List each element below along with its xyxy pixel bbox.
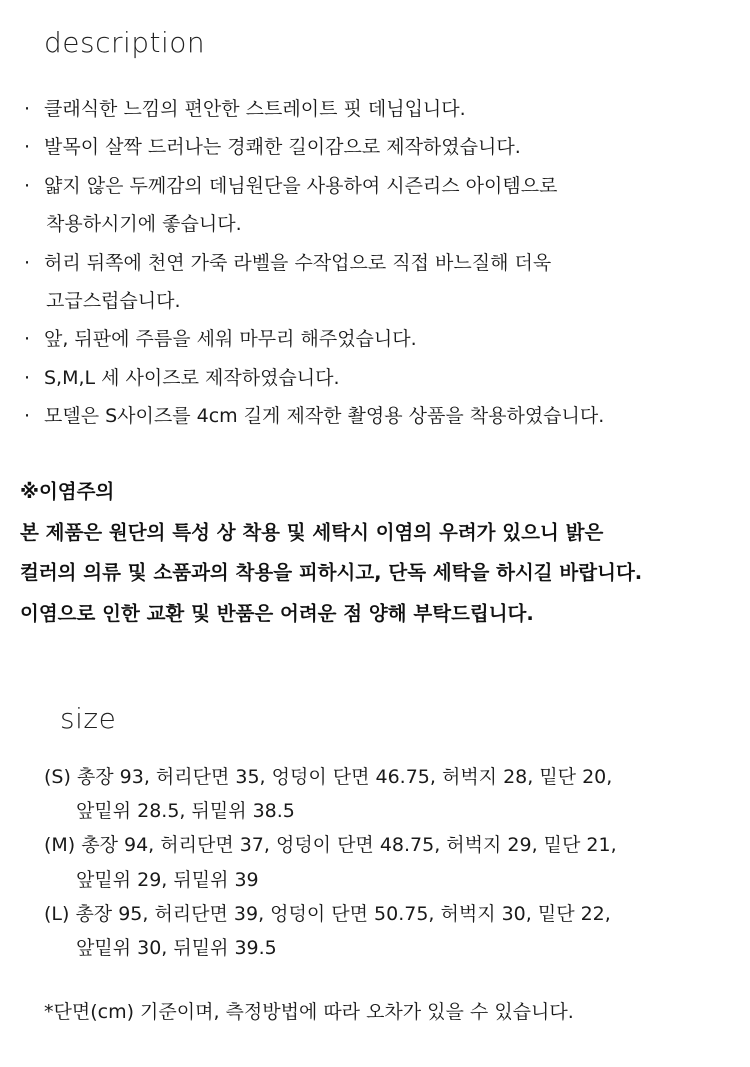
size-footnote: *단면(cm) 기준이며, 측정방법에 따라 오차가 있을 수 있습니다. xyxy=(44,1001,574,1023)
bullet-dot: · xyxy=(24,405,31,428)
size-row-m xyxy=(44,828,617,896)
description-text-continued: 착용하시기에 좋습니다. xyxy=(46,213,242,236)
notice-title: ※이염주의 xyxy=(20,480,115,503)
description-item xyxy=(24,320,744,358)
description-heading: description xyxy=(44,26,206,59)
description-text: S,M,L 세 사이즈로 제작하였습니다. xyxy=(44,366,340,389)
description-item xyxy=(24,359,744,397)
notice-line: 컬러의 의류 및 소품과의 착용을 피하시고, 단독 세탁을 하시길 바랍니다. xyxy=(20,561,643,584)
description-item xyxy=(24,128,744,166)
description-item xyxy=(24,244,744,321)
description-text: 모델은 S사이즈를 4cm 길게 제작한 촬영용 상품을 착용하였습니다. xyxy=(44,405,605,428)
dye-transfer-notice xyxy=(20,472,748,634)
size-measurements-continued: 앞밑위 30, 뒤밑위 39.5 xyxy=(76,937,277,960)
bullet-dot: · xyxy=(24,366,31,389)
bullet-dot: · xyxy=(24,251,31,274)
description-item xyxy=(24,90,744,128)
description-item xyxy=(24,167,744,244)
description-item xyxy=(24,397,744,435)
description-list xyxy=(24,90,744,436)
bullet-dot: · xyxy=(24,174,31,197)
description-text: 얇지 않은 두께감의 데님원단을 사용하여 시즌리스 아이템으로 xyxy=(44,174,558,197)
size-row-s xyxy=(44,760,617,828)
size-row-l xyxy=(44,897,617,965)
size-measurements: (M) 총장 94, 허리단면 37, 엉덩이 단면 48.75, 허벅지 29, 밑단 21, xyxy=(44,834,617,857)
size-list xyxy=(44,760,617,965)
description-text: 앞, 뒤판에 주름을 세워 마무리 해주었습니다. xyxy=(44,328,417,351)
description-text-continued: 고급스럽습니다. xyxy=(46,290,181,313)
size-measurements: (L) 총장 95, 허리단면 39, 엉덩이 단면 50.75, 허벅지 30, 밑단 22, xyxy=(44,902,611,925)
description-text: 클래식한 느낌의 편안한 스트레이트 핏 데님입니다. xyxy=(44,98,466,120)
description-text: 허리 뒤쪽에 천연 가죽 라벨을 수작업으로 직접 바느질해 더욱 xyxy=(44,251,552,274)
size-measurements-continued: 앞밑위 29, 뒤밑위 39 xyxy=(76,868,259,891)
size-heading: size xyxy=(60,702,117,735)
bullet-dot: · xyxy=(24,328,31,351)
bullet-dot: · xyxy=(24,136,31,159)
size-measurements-continued: 앞밑위 28.5, 뒤밑위 38.5 xyxy=(76,800,295,823)
notice-line: 이염으로 인한 교환 및 반품은 어려운 점 양해 부탁드립니다. xyxy=(20,601,534,625)
description-text: 발목이 살짝 드러나는 경쾌한 길이감으로 제작하였습니다. xyxy=(44,136,521,159)
bullet-dot: · xyxy=(24,98,31,120)
size-measurements: (S) 총장 93, 허리단면 35, 엉덩이 단면 46.75, 허벅지 28, 밑단 20, xyxy=(44,766,613,788)
notice-line: 본 제품은 원단의 특성 상 착용 및 세탁시 이염의 우려가 있으니 밝은 xyxy=(20,520,604,544)
